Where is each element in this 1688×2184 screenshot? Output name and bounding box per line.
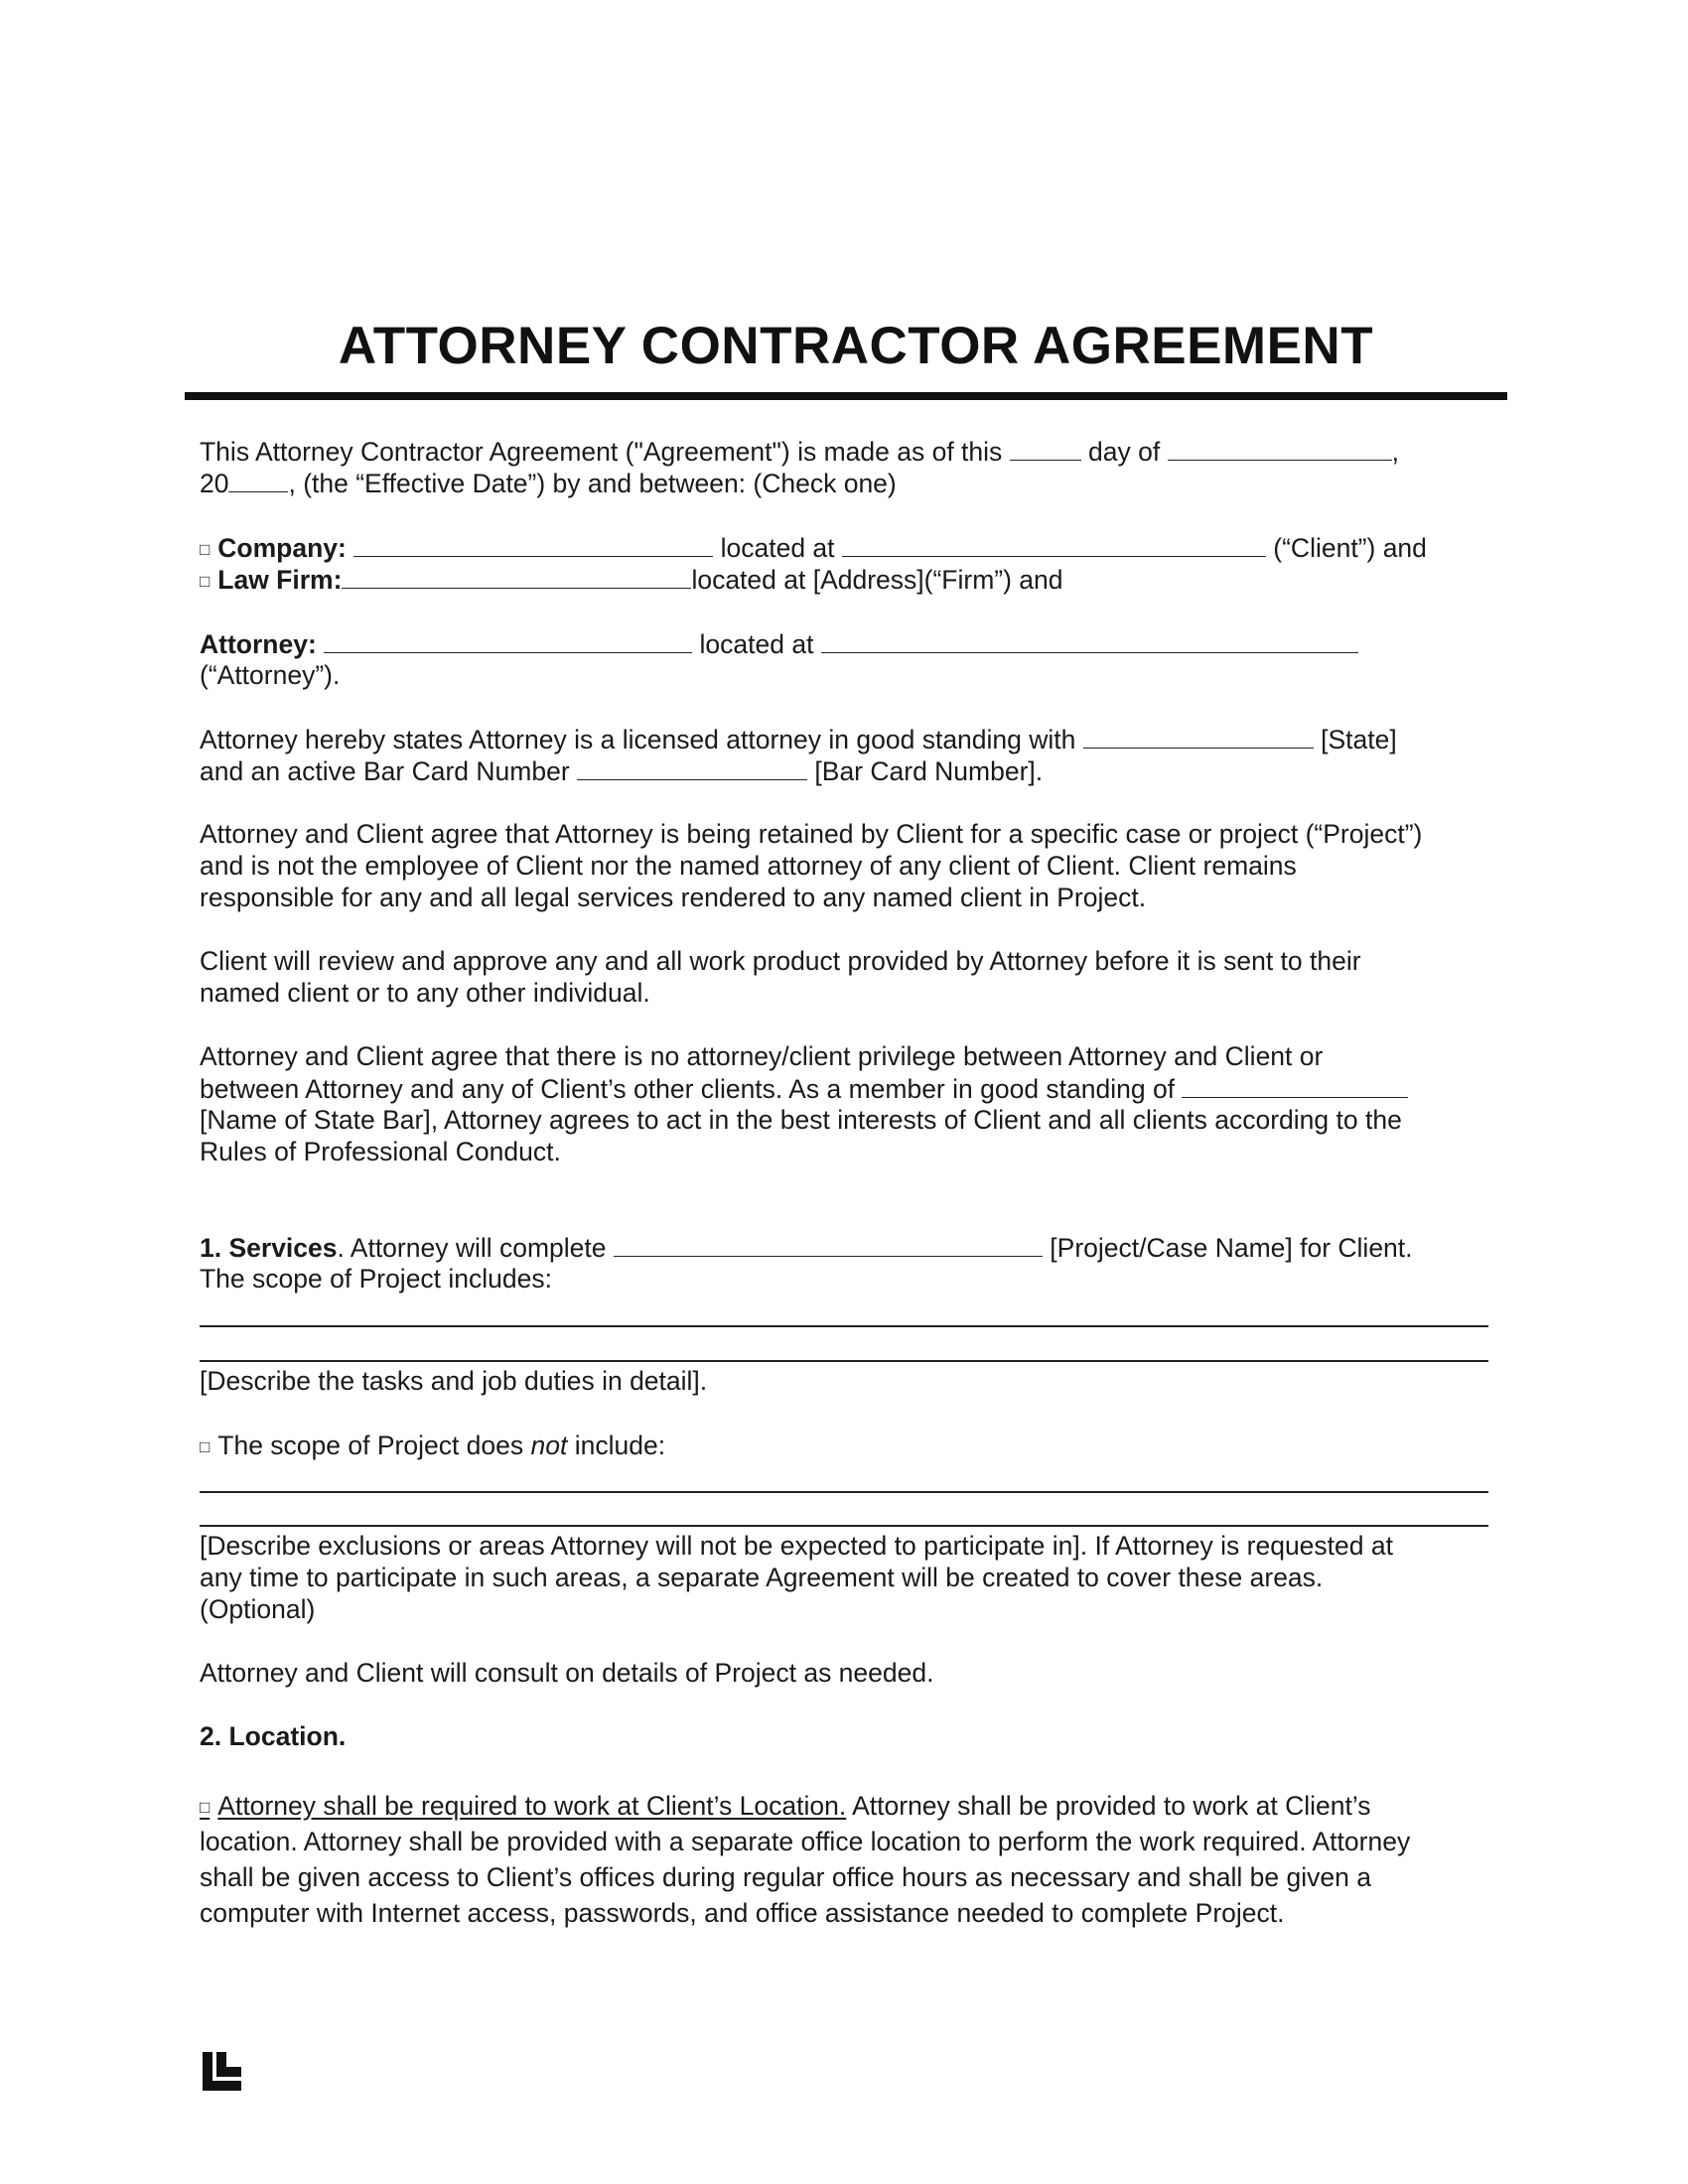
lawfirm-line: □ Law Firm: located at [Address](“Firm”) and	[200, 565, 1063, 595]
lawfirm-name-blank[interactable]	[342, 563, 691, 589]
review-line-1: Client will review and approve any and all work product provided by Attorney before it is sent to their	[200, 946, 1361, 976]
company-name-blank[interactable]	[353, 531, 713, 557]
attorney-name-blank[interactable]	[324, 627, 692, 653]
not-include-line: □ The scope of Project does not include:	[200, 1431, 666, 1460]
exclusions-line-1: [Describe exclusions or areas Attorney will not be expected to participate in]. If Attorney is requested at	[200, 1531, 1393, 1561]
document-logo-icon	[202, 2051, 242, 2093]
bar-card-blank[interactable]	[577, 754, 807, 780]
client-location-checkbox[interactable]: □	[200, 1798, 211, 1817]
project-name-blank[interactable]	[614, 1231, 1043, 1257]
scope-exclude-blank-2[interactable]	[200, 1525, 1488, 1527]
location-line-4: computer with Internet access, passwords, and office assistance needed to complete Project.	[200, 1898, 1285, 1928]
month-blank[interactable]	[1168, 435, 1392, 461]
services-line-2: The scope of Project includes:	[200, 1264, 552, 1294]
location-line-1: □ Attorney shall be required to work at Client’s Location. Attorney shall be provided to work at Client’s	[200, 1791, 1371, 1821]
location-heading: 2. Location.	[200, 1721, 347, 1751]
scope-exclude-blank-1[interactable]	[200, 1491, 1488, 1493]
location-line-3: shall be given access to Client’s offices during regular office hours as necessary and shall be given a	[200, 1862, 1371, 1892]
intro-line-1: This Attorney Contractor Agreement ("Agreement") is made as of this day of ,	[200, 437, 1399, 467]
document-title: ATTORNEY CONTRACTOR AGREEMENT	[338, 317, 1374, 375]
state-blank[interactable]	[1083, 723, 1314, 749]
location-line-2: location. Attorney shall be provided with a separate office location to perform the work required. Attorney	[200, 1827, 1411, 1856]
review-line-2: named client or to any other individual.	[200, 978, 650, 1008]
exclusions-line-2: any time to participate in such areas, a separate Agreement will be created to cover these areas.	[200, 1563, 1324, 1592]
standing-line-2: and an active Bar Card Number [Bar Card Number].	[200, 756, 1044, 786]
year-blank[interactable]	[228, 467, 288, 492]
intro-line-2: 20 , (the “Effective Date”) by and between: (Check one)	[200, 469, 897, 498]
day-blank[interactable]	[1010, 435, 1081, 461]
title-rule	[185, 392, 1507, 400]
privilege-line-1: Attorney and Client agree that there is no attorney/client privilege between Attorney and Client or	[200, 1041, 1324, 1071]
exclusions-line-3: (Optional)	[200, 1594, 316, 1624]
consult-line: Attorney and Client will consult on details of Project as needed.	[200, 1658, 934, 1688]
privilege-line-3: [Name of State Bar], Attorney agrees to act in the best interests of Client and all clients according to the	[200, 1105, 1402, 1135]
privilege-line-2: between Attorney and any of Client’s other clients. As a member in good standing of	[200, 1072, 1408, 1105]
scope-include-blank-2[interactable]	[200, 1360, 1488, 1362]
services-describe: [Describe the tasks and job duties in detail].	[200, 1366, 708, 1396]
services-heading: 1. Services	[200, 1233, 338, 1263]
company-line: □ Company: located at (“Client”) and	[200, 533, 1427, 563]
company-checkbox[interactable]: □	[200, 540, 211, 559]
standing-line-1: Attorney hereby states Attorney is a licensed attorney in good standing with [State]	[200, 725, 1397, 754]
privilege-line-4: Rules of Professional Conduct.	[200, 1137, 561, 1166]
retained-line-2: and is not the employee of Client nor the named attorney of any client of Client. Client remains	[200, 851, 1297, 881]
services-line-1: 1. Services. Attorney will complete [Project/Case Name] for Client.	[200, 1233, 1413, 1263]
attorney-suffix: (“Attorney”).	[200, 660, 341, 690]
attorney-line: Attorney: located at	[200, 627, 1358, 660]
state-bar-blank[interactable]	[1182, 1072, 1408, 1098]
retained-line-3: responsible for any and all legal services rendered to any named client in Project.	[200, 883, 1147, 912]
lawfirm-checkbox[interactable]: □	[200, 572, 211, 591]
scope-include-blank-1[interactable]	[200, 1325, 1488, 1327]
retained-line-1: Attorney and Client agree that Attorney is being retained by Client for a specific case or project (“Project”)	[200, 819, 1423, 849]
not-include-checkbox[interactable]: □	[200, 1437, 211, 1456]
attorney-address-blank[interactable]	[821, 627, 1358, 653]
company-address-blank[interactable]	[842, 531, 1266, 557]
